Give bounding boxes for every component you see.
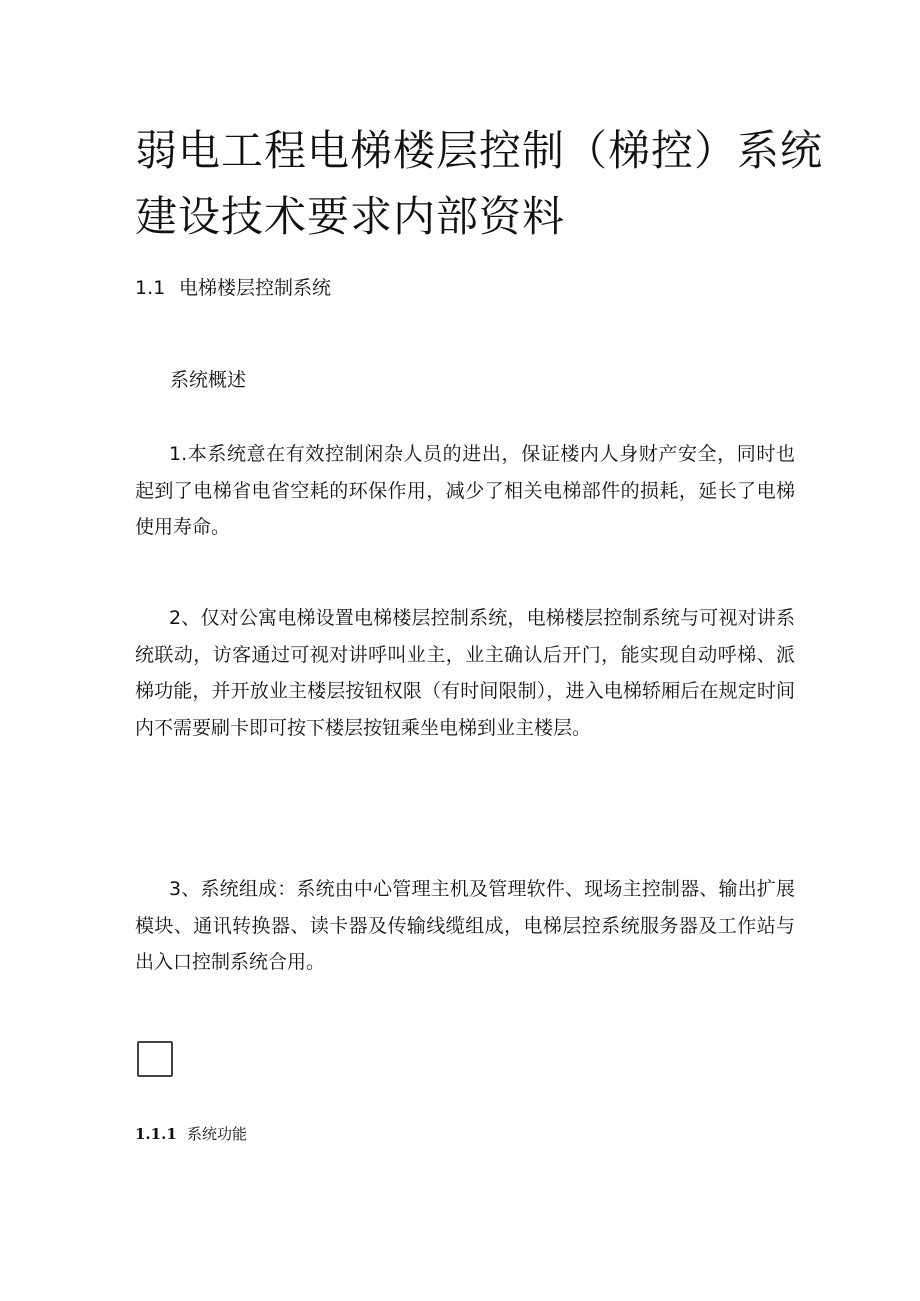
section-number: 1.1: [135, 277, 166, 299]
sub-section-title: 系统功能: [187, 1125, 248, 1143]
section-heading: [135, 274, 331, 302]
paragraph-3: 3、系统组成：系统由中心管理主机及管理软件、现场主控制器、输出扩展模块、通讯转换器、读卡器及传输线缆组成，电梯层控系统服务器及工作站与出入口控制系统合用。: [135, 878, 795, 973]
title-line-2: 建设技术要求内部资料: [135, 192, 566, 241]
section-title: 电梯楼层控制系统: [179, 277, 332, 299]
document-title: [135, 118, 835, 250]
paragraph-1: 1.本系统意在有效控制闲杂人员的进出，保证楼内人身财产安全，同时也起到了电梯省电省空耗的环保作用，减少了相关电梯部件的损耗，延长了电梯使用寿命。: [135, 443, 795, 538]
image-placeholder-box: [137, 1041, 173, 1077]
subheading-overview: 系统概述: [170, 369, 247, 391]
sub-section-heading: [135, 1123, 247, 1145]
sub-section-number: 1.1.1: [135, 1125, 177, 1143]
paragraph-2: 2、仅对公寓电梯设置电梯楼层控制系统，电梯楼层控制系统与可视对讲系统联动，访客通过可视对讲呼叫业主，业主确认后开门，能实现自动呼梯、派梯功能，并开放业主楼层按钮权限（有时间限制），进入电梯轿厢后在规定时间内不需要刷卡即可按下楼层按钮乘坐电梯到业主楼层。: [135, 607, 795, 739]
title-line-1: 弱电工程电梯楼层控制（梯控）系统: [135, 126, 824, 175]
